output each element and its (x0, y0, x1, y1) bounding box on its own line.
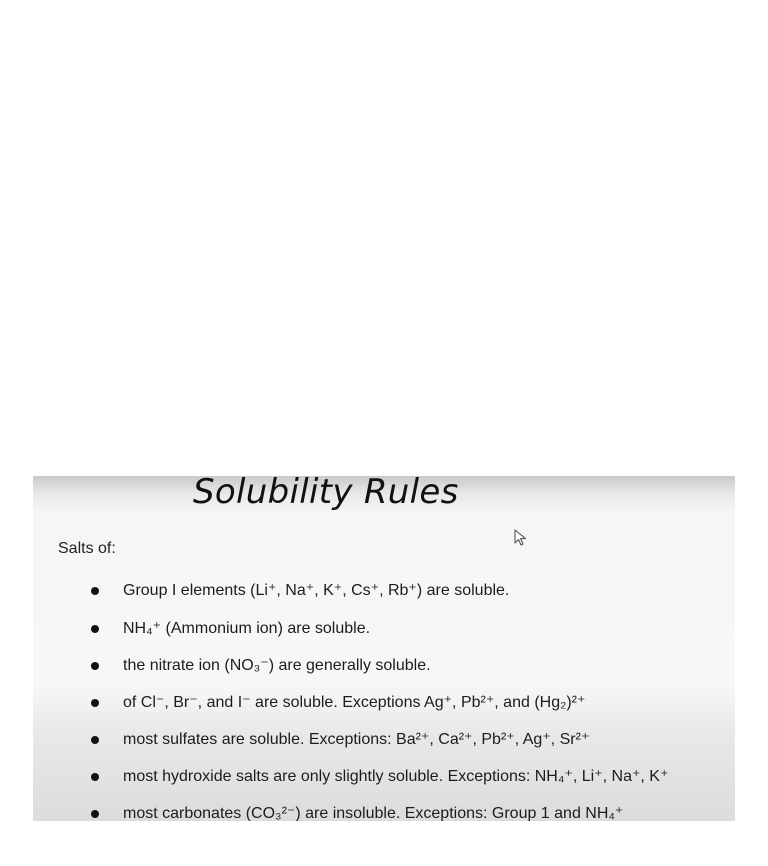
rule-text: of Cl⁻, Br⁻, and I⁻ are soluble. Exceptions Ag⁺, Pb²⁺, and (Hg₂)²⁺ (123, 694, 586, 711)
bullet-icon (91, 662, 99, 670)
rules-list (33, 476, 735, 821)
list-item (33, 803, 735, 821)
list-item (33, 580, 735, 604)
list-item (33, 729, 735, 753)
bullet-icon (91, 625, 99, 633)
rule-text: Group I elements (Li⁺, Na⁺, K⁺, Cs⁺, Rb⁺) are soluble. (123, 582, 510, 599)
rule-text: the nitrate ion (NO₃⁻) are generally soluble. (123, 657, 431, 674)
slide-title: Solubility Rules (193, 476, 459, 512)
slide (33, 476, 735, 821)
rule-text: most sulfates are soluble. Exceptions: Ba²⁺, Ca²⁺, Pb²⁺, Ag⁺, Sr²⁺ (123, 731, 590, 748)
bullet-icon (91, 810, 99, 818)
list-item (33, 766, 735, 790)
list-item (33, 618, 735, 642)
intro-label: Salts of: (58, 540, 116, 557)
list-item (33, 692, 735, 716)
rule-text: NH₄⁺ (Ammonium ion) are soluble. (123, 620, 371, 637)
bullet-icon (91, 587, 99, 595)
rule-text: most carbonates (CO₃²⁻) are insoluble. Exceptions: Group 1 and NH₄⁺ (123, 805, 624, 821)
list-item (33, 655, 735, 679)
bullet-icon (91, 699, 99, 707)
rule-text: most hydroxide salts are only slightly soluble. Exceptions: NH₄⁺, Li⁺, Na⁺, K⁺ (123, 768, 669, 785)
bullet-icon (91, 773, 99, 781)
bullet-icon (91, 736, 99, 744)
